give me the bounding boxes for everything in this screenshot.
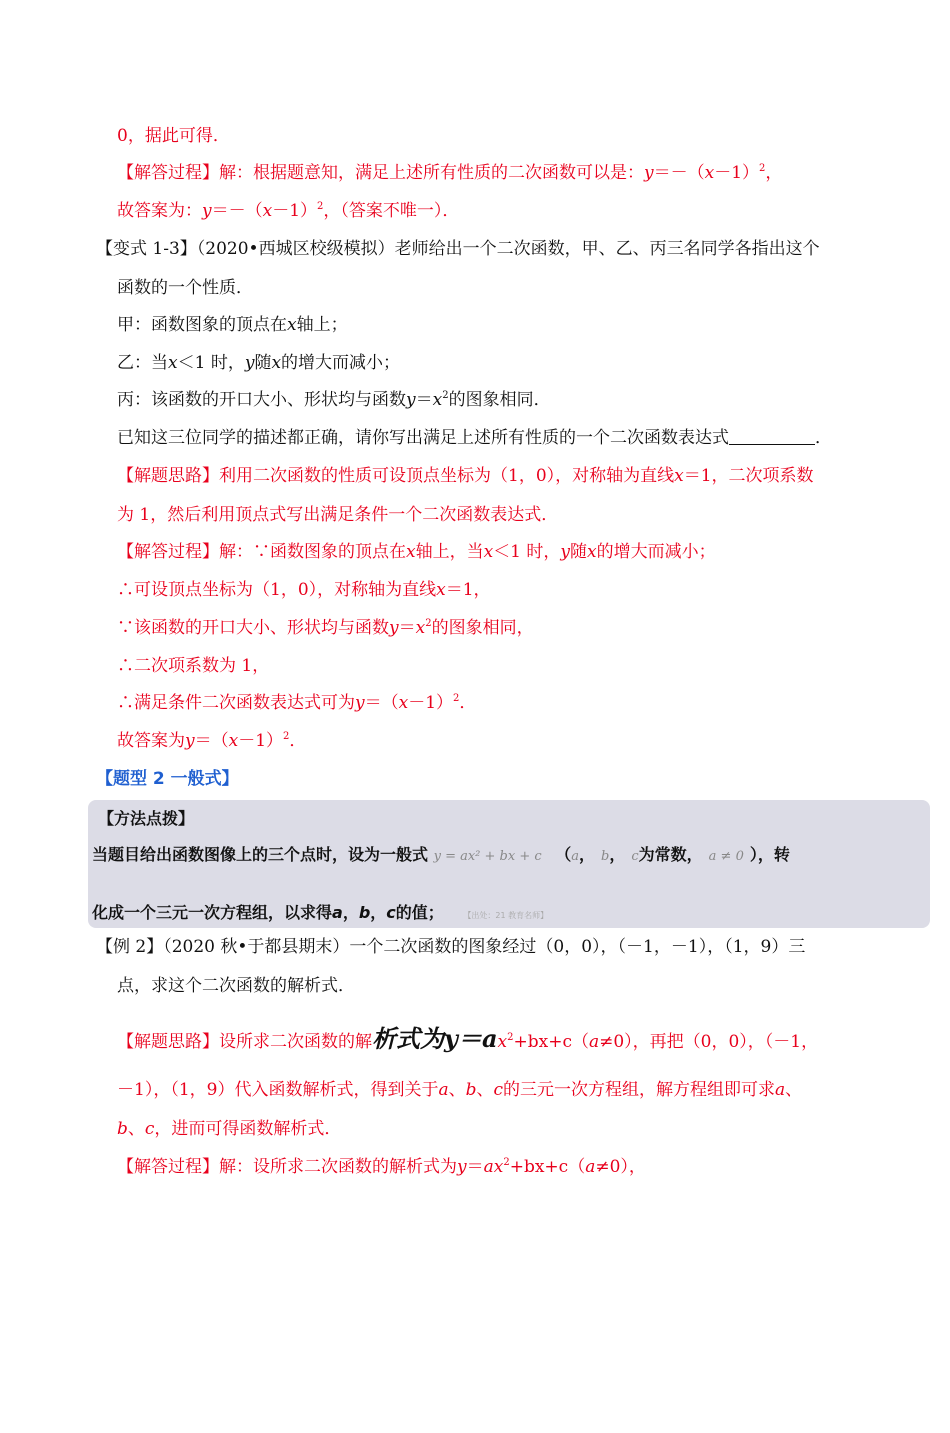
text-line: 【解答过程】解：设所求二次函数的解析式为$y=ax^2+bx+c(a\ne 0)$，: [117, 1157, 646, 1177]
text-line: 函数的一个性质．: [117, 278, 253, 298]
method-box-line: 化成一个三元一次方程组，以求得a，b，c的值； 【出处：21 教育名师】: [92, 903, 549, 922]
answer-blank: [729, 427, 815, 445]
method-box: [88, 800, 930, 928]
text-line: 乙：当x＜1 时，y随x的增大而减小；: [117, 353, 401, 373]
section-heading: 【题型 2 一般式】: [96, 769, 239, 789]
text-line: 【解题思路】设所求二次函数的解析式为$y=ax^2+bx+c(a\ne 0)$，再把（0，0），（－1，: [117, 1024, 819, 1053]
text-line: ∵该函数的开口大小、形状均与函数$y=x^2$的图象相同，: [117, 618, 534, 638]
text-line: 故答案为$y=(x-1)^2$．: [117, 731, 307, 751]
text-line: b、c，进而可得函数解析式．: [117, 1119, 342, 1139]
text-line: 故答案为：$y=-(x-1)^2$，（答案不唯一）．: [117, 201, 460, 221]
text-line: 为 1，然后利用顶点式写出满足条件一个二次函数表达式．: [117, 505, 559, 525]
formula-image: y = ax² + bx + c: [433, 849, 542, 864]
text-line: 已知这三位同学的描述都正确，请你写出满足上述所有性质的一个二次函数表达式 ．: [117, 428, 832, 448]
text-line: 【变式 1-3】（2020•西城区校级模拟）老师给出一个二次函数，甲、乙、丙三名同学各指出这个: [96, 239, 820, 259]
text-line: 【解答过程】解：根据题意知，满足上述所有性质的二次函数可以是：$y=-(x-1)^2$，: [117, 163, 783, 183]
text-line: 丙：该函数的开口大小、形状均与函数$y=x^2$的图象相同．: [117, 390, 551, 410]
source-note: 【出处：21 教育名师】: [463, 911, 549, 920]
text-line: 【解题思路】利用二次函数的性质可设顶点坐标为（1，0），对称轴为直线x＝1，二次项系数: [117, 466, 814, 486]
method-box-line: 当题目给出函数图像上的三个点时，设为一般式 y = ax² + bx + c （a， b， c为常数， a ≠ 0 ），转: [92, 845, 790, 864]
text-line: －1），（1，9）代入函数解析式，得到关于a、b、c的三元一次方程组，解方程组即可求a、: [117, 1080, 803, 1100]
text-line: 【解答过程】解：∵函数图象的顶点在x轴上，当x＜1 时，y随x的增大而减小；: [117, 542, 716, 562]
text-line: 点，求这个二次函数的解析式．: [117, 976, 355, 996]
method-box-title: 【方法点拨】: [98, 809, 195, 828]
text-line: ∴满足条件二次函数表达式可为$y=(x-1)^2$．: [117, 693, 477, 713]
text-line: ∴可设顶点坐标为（1，0），对称轴为直线x＝1，: [117, 580, 491, 600]
text-line: ∴二次项系数为 1，: [117, 656, 270, 676]
text-line: 【例 2】（2020 秋•于都县期末）一个二次函数的图象经过（0，0），（－1，－1），（1，9）三: [96, 937, 806, 957]
text-line: 0，据此可得．: [117, 126, 230, 146]
text-line: 甲：函数图象的顶点在x轴上；: [117, 315, 348, 335]
